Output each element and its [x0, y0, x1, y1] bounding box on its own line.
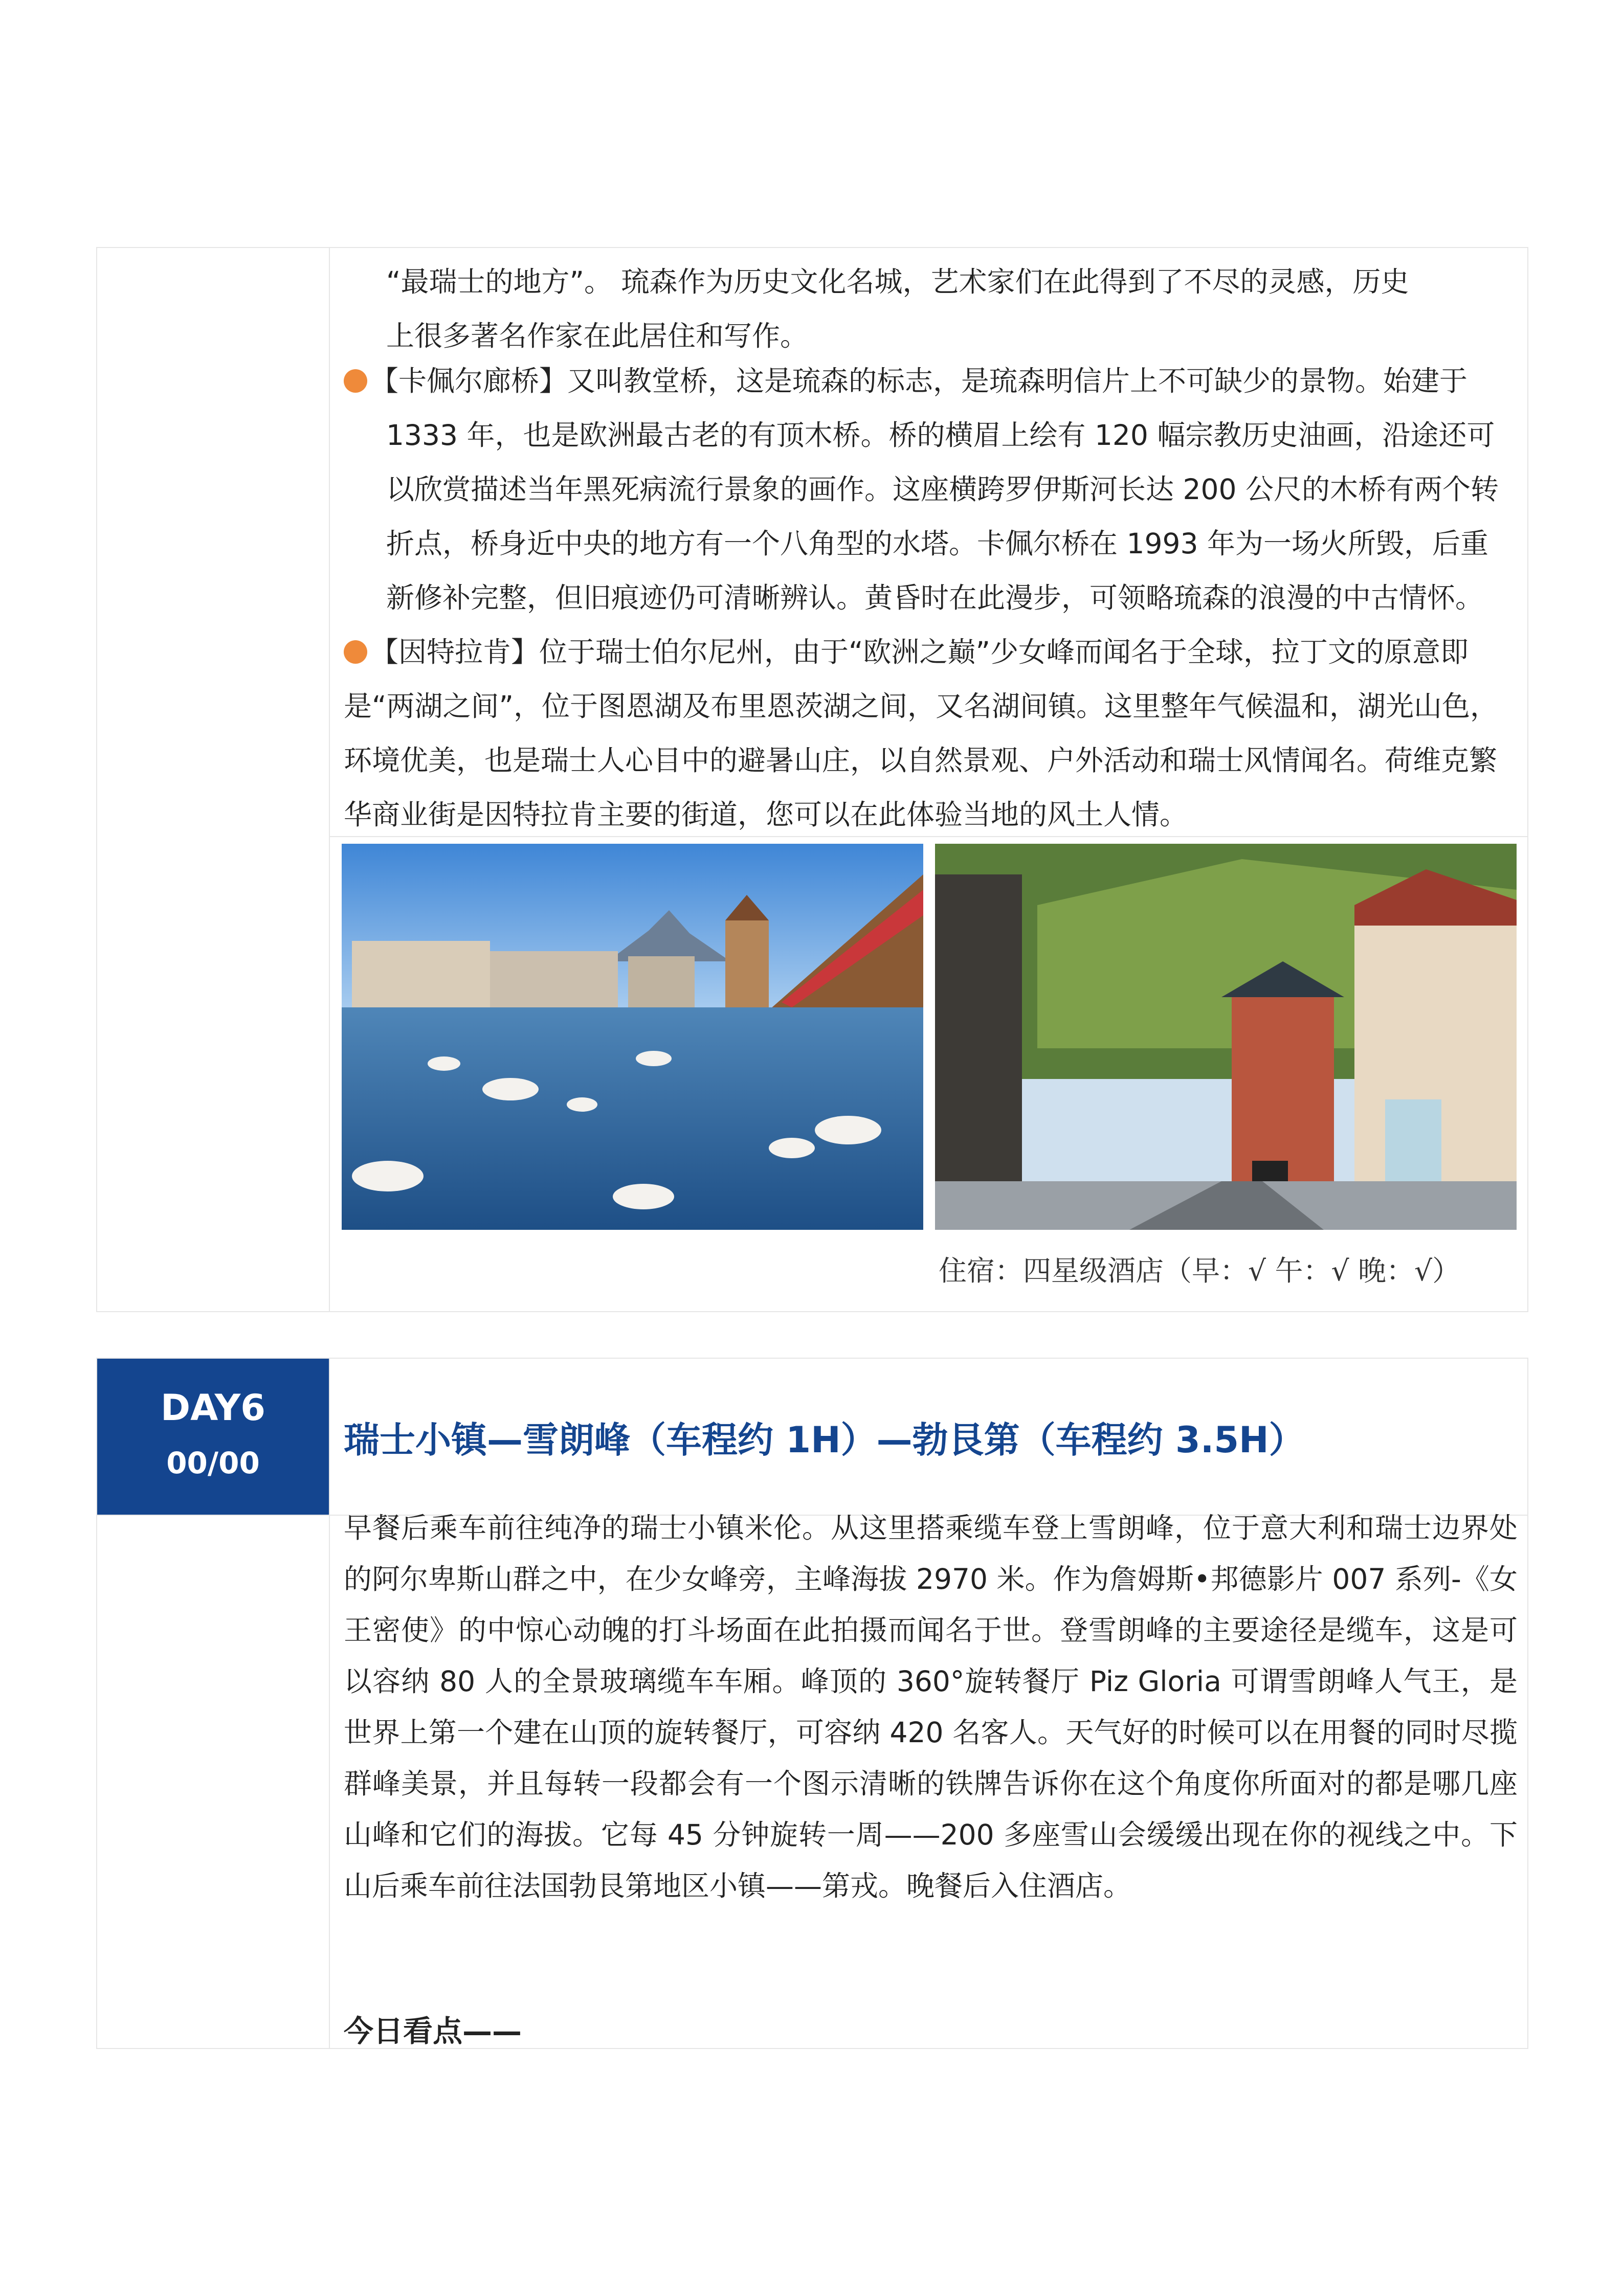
day-date: 00/00	[166, 1446, 260, 1480]
orange-bullet-icon	[344, 369, 367, 393]
lucerne-intro-line: 上很多著名作家在此居住和写作。	[386, 320, 809, 352]
kapellbrucke-line: 以欣赏描述当年黑死病流行景象的画作。这座横跨罗伊斯河长达 200 公尺的木桥有两个转	[386, 473, 1499, 506]
interlaken-bullet	[344, 625, 1469, 679]
interlaken-line: 环境优美，也是瑞士人心目中的避暑山庄，以自然景观、户外活动和瑞士风情闻名。荷维克繁	[344, 744, 1498, 777]
kapellbrucke-line: 1333 年，也是欧洲最古老的有顶木桥。桥的横眉上绘有 120 幅宗教历史油画，沿途还可	[386, 419, 1495, 452]
highlights-heading: 今日看点——	[344, 2014, 522, 2049]
lucerne-chapel-bridge-photo	[342, 844, 923, 1230]
lucerne-intro-line: “最瑞士的地方”。 琉森作为历史文化名城，艺术家们在此得到了不尽的灵感，历史	[386, 265, 1409, 298]
day-badge	[97, 1359, 329, 1515]
kapellbrucke-line: 折点，桥身近中央的地方有一个八角型的水塔。卡佩尔桥在 1993 年为一场火所毁，后重	[386, 527, 1488, 560]
orange-bullet-icon	[344, 640, 367, 664]
day-label: DAY6	[161, 1387, 265, 1429]
interlaken-line: 是“两湖之间”，位于图恩湖及布里恩茨湖之间，又名湖间镇。这里整年气候温和，湖光山色，	[344, 690, 1498, 723]
kapellbrucke-description	[386, 408, 1517, 625]
interlaken-street-photo	[935, 844, 1517, 1230]
accommodation-meals: 住宿：四星级酒店（早：√ 午：√ 晚：√）	[939, 1254, 1461, 1287]
interlaken-first-line: 【因特拉肯】位于瑞士伯尔尼州，由于“欧洲之巅”少女峰而闻名于全球，拉丁文的原意即	[370, 636, 1469, 668]
day6-description: 早餐后乘车前往纯净的瑞士小镇米伦。从这里搭乘缆车登上雪朗峰，位于意大利和瑞士边界处的阿尔卑斯山群之中，在少女峰旁，主峰海拔 2970 米。作为詹姆斯•邦德影片 007 系列-《女王密使》的中惊心动魄的打斗场面在此拍摄而闻名于世。登雪朗峰的主要途径是缆车，这是可以容纳 80 人的全景玻璃缆车车厢。峰顶的 360°旋转餐厅 Piz Gloria 可谓雪朗峰人气王，是世界上第一个建在山顶的旋转餐厅，可容纳 420 名客人。天气好的时候可以在用餐的同时尽揽群峰美景，并且每转一段都会有一个图示清晰的铁牌告诉你在这个角度你所面对的都是哪几座山峰和它们的海拔。它每 45 分钟旋转一周——200 多座雪山会缓缓出现在你的视线之中。下山后乘车前往法国勃艮第地区小镇——第戎。晚餐后入住酒店。	[344, 1512, 1518, 1902]
lucerne-intro	[386, 255, 1486, 363]
column-divider	[329, 1359, 330, 2048]
column-divider	[329, 248, 330, 1311]
day6-title: 瑞士小镇—雪朗峰（车程约 1H）—勃艮第（车程约 3.5H）	[344, 1419, 1305, 1461]
interlaken-description	[344, 679, 1518, 842]
interlaken-line: 华商业街是因特拉肯主要的街道，您可以在此体验当地的风土人情。	[344, 798, 1188, 831]
kapellbrucke-bullet	[344, 354, 1467, 408]
kapellbrucke-first-line: 【卡佩尔廊桥】又叫教堂桥，这是琉森的标志，是琉森明信片上不可缺少的景物。始建于	[370, 365, 1468, 397]
kapellbrucke-line: 新修补完整，但旧痕迹仍可清晰辨认。黄昏时在此漫步，可领略琉森的浪漫的中古情怀。	[386, 581, 1484, 614]
